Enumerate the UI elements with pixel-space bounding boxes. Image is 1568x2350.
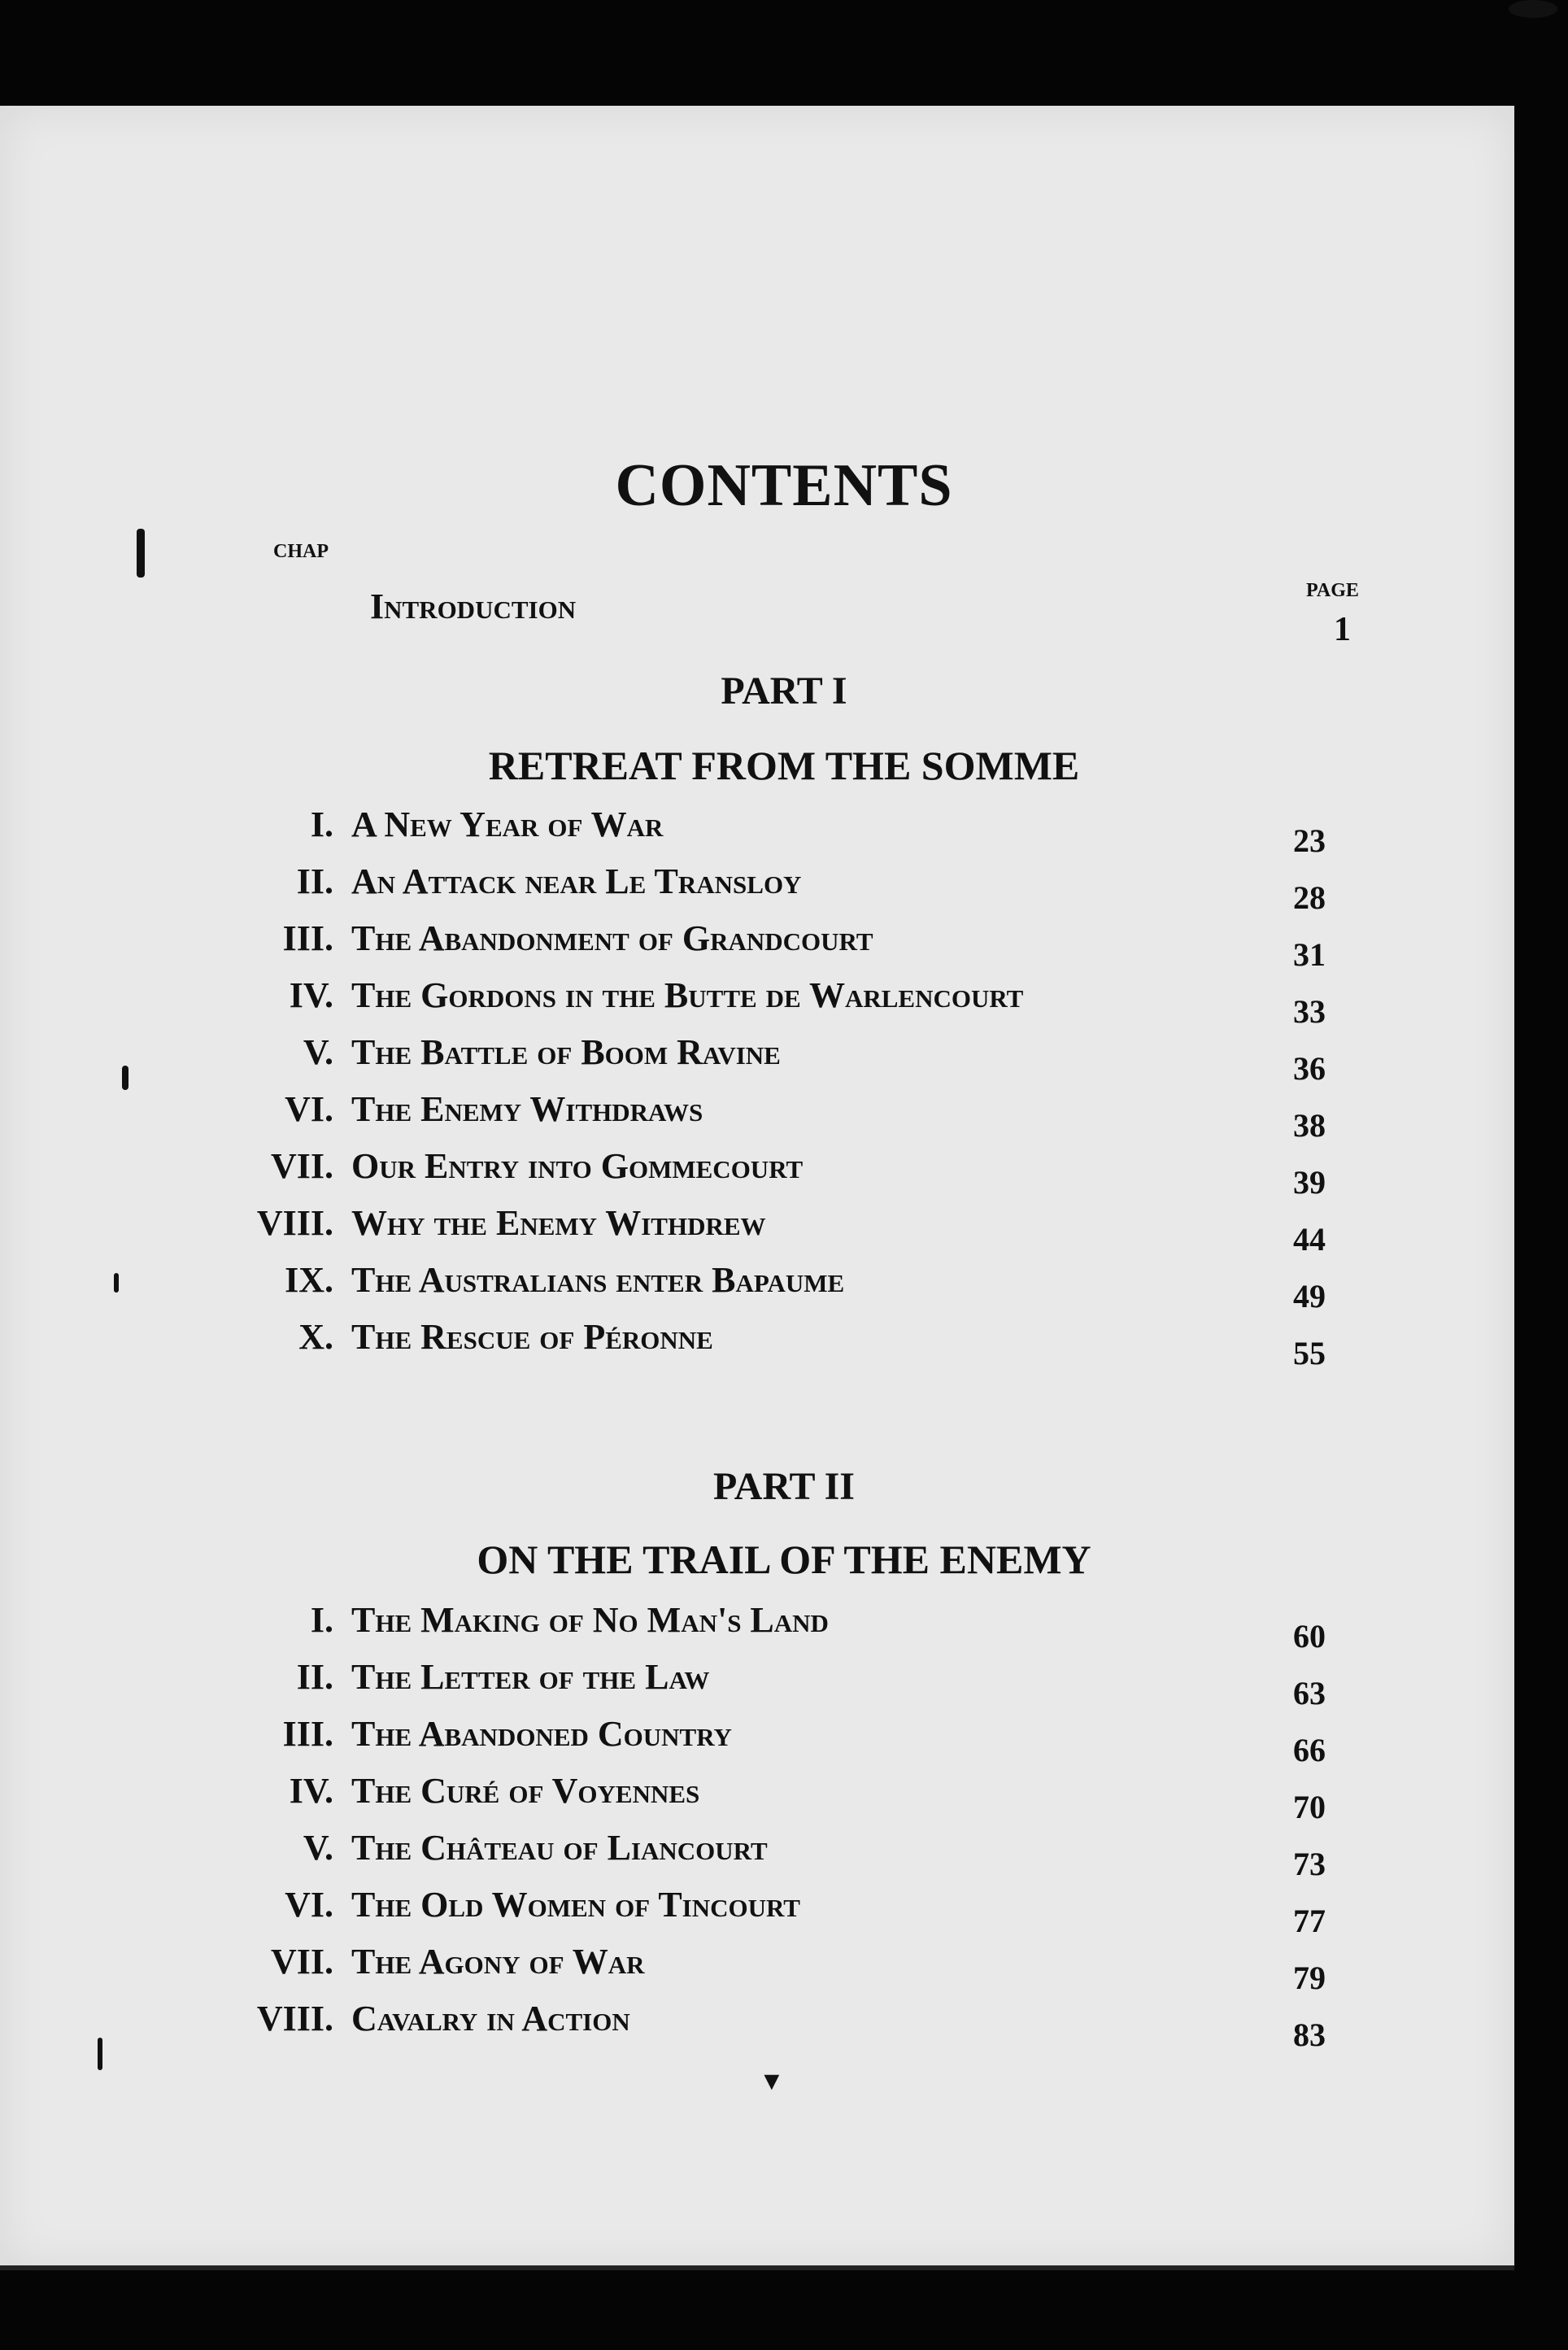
page-column-label: PAGE <box>1306 580 1359 601</box>
toc-entry[interactable] <box>0 1316 1568 1373</box>
chapter-page: 66 <box>1293 1732 1326 1768</box>
chapter-page: 77 <box>1293 1903 1326 1939</box>
chapter-page: 79 <box>1293 1960 1326 1996</box>
toc-entry[interactable] <box>0 1770 1568 1827</box>
toc-entry[interactable] <box>0 1827 1568 1884</box>
chapter-title: The Château of Liancourt <box>351 1828 768 1868</box>
chapter-number: IX. <box>285 1260 333 1300</box>
chapter-page: 38 <box>1293 1107 1326 1144</box>
toc-entry[interactable] <box>0 918 1568 974</box>
scan-artifact <box>137 529 145 578</box>
introduction-page: 1 <box>1334 611 1351 648</box>
chapter-title: Cavalry in Action <box>351 1999 630 2038</box>
chapter-number: V. <box>303 1828 333 1868</box>
chapter-number: V. <box>303 1032 333 1072</box>
chapter-page: 44 <box>1293 1221 1326 1258</box>
page-bottom-edge <box>0 2265 1514 2270</box>
chapter-title: The Rescue of Péronne <box>351 1317 713 1357</box>
chapter-number: X. <box>298 1317 333 1357</box>
chapter-page: 31 <box>1293 936 1326 973</box>
chapter-page: 55 <box>1293 1335 1326 1371</box>
toc-entry[interactable] <box>0 861 1568 918</box>
chapter-page: 83 <box>1293 2016 1326 2053</box>
chapter-page: 73 <box>1293 1846 1326 1882</box>
toc-entry[interactable] <box>0 1599 1568 1656</box>
chapter-title: The Battle of Boom Ravine <box>351 1032 781 1072</box>
chapter-number: VII. <box>270 1146 333 1186</box>
chapter-number: I. <box>310 804 333 844</box>
chapter-title: The Australians enter Bapaume <box>351 1260 845 1300</box>
chapter-number: IV. <box>289 1771 333 1811</box>
chapter-number: I. <box>310 1600 333 1640</box>
toc-entry[interactable] <box>0 1088 1568 1145</box>
page-title: CONTENTS <box>615 452 953 519</box>
chapter-title: The Making of No Man's Land <box>351 1600 829 1640</box>
chapter-page: 60 <box>1293 1618 1326 1655</box>
continuation-triangle-icon: ▼ <box>759 2066 785 2095</box>
part-subtitle: RETREAT FROM THE SOMME <box>488 743 1080 788</box>
chapter-column-label: CHAP <box>273 541 329 562</box>
chapter-title: Why the Enemy Withdrew <box>351 1203 766 1243</box>
chapter-number: II. <box>296 1657 333 1697</box>
toc-entry[interactable] <box>0 1145 1568 1202</box>
toc-entry[interactable] <box>0 1656 1568 1713</box>
chapter-page: 23 <box>1293 822 1326 859</box>
chapter-number: IV. <box>289 975 333 1015</box>
chapter-page: 70 <box>1293 1789 1326 1825</box>
chapter-number: VIII. <box>256 1203 333 1243</box>
chapter-title: Our Entry into Gommecourt <box>351 1146 804 1186</box>
toc-entry[interactable] <box>0 1998 1568 2055</box>
chapter-title: The Curé of Voyennes <box>351 1771 700 1811</box>
chapter-number: VI. <box>285 1885 333 1925</box>
chapter-page: 49 <box>1293 1278 1326 1315</box>
chapter-number: III. <box>282 1714 333 1754</box>
chapter-number: VI. <box>285 1089 333 1129</box>
chapter-number: VIII. <box>256 1999 333 2038</box>
chapter-page: 28 <box>1293 879 1326 916</box>
chapter-title: The Letter of the Law <box>351 1657 710 1697</box>
scan-artifact <box>1509 0 1557 18</box>
chapter-title: A New Year of War <box>351 804 664 844</box>
chapter-title: The Old Women of Tincourt <box>351 1885 800 1925</box>
part-heading: PART I <box>721 669 847 713</box>
toc-entry[interactable] <box>0 1259 1568 1316</box>
chapter-title: The Enemy Withdraws <box>351 1089 703 1129</box>
part-subtitle: ON THE TRAIL OF THE ENEMY <box>477 1537 1091 1582</box>
chapter-number: III. <box>282 918 333 958</box>
chapter-number: VII. <box>270 1942 333 1982</box>
toc-entry[interactable] <box>0 974 1568 1031</box>
chapter-title: The Gordons in the Butte de Warlencourt <box>351 975 1024 1015</box>
chapter-title: The Agony of War <box>351 1942 645 1982</box>
chapter-page: 39 <box>1293 1164 1326 1201</box>
toc-entry[interactable] <box>0 804 1568 861</box>
chapter-title: The Abandonment of Grandcourt <box>351 918 873 958</box>
part-heading: PART II <box>713 1465 855 1508</box>
toc-entry[interactable] <box>0 1202 1568 1259</box>
toc-entry[interactable] <box>0 1031 1568 1088</box>
toc-entry[interactable] <box>0 1884 1568 1941</box>
chapter-page: 36 <box>1293 1050 1326 1087</box>
chapter-page: 63 <box>1293 1675 1326 1711</box>
chapter-title: The Abandoned Country <box>351 1714 732 1754</box>
chapter-number: II. <box>296 861 333 901</box>
toc-entry[interactable] <box>0 1941 1568 1998</box>
chapter-title: An Attack near Le Transloy <box>351 861 802 901</box>
toc-entry[interactable] <box>0 1713 1568 1770</box>
chapter-page: 33 <box>1293 993 1326 1030</box>
introduction-title: Introduction <box>370 586 577 626</box>
